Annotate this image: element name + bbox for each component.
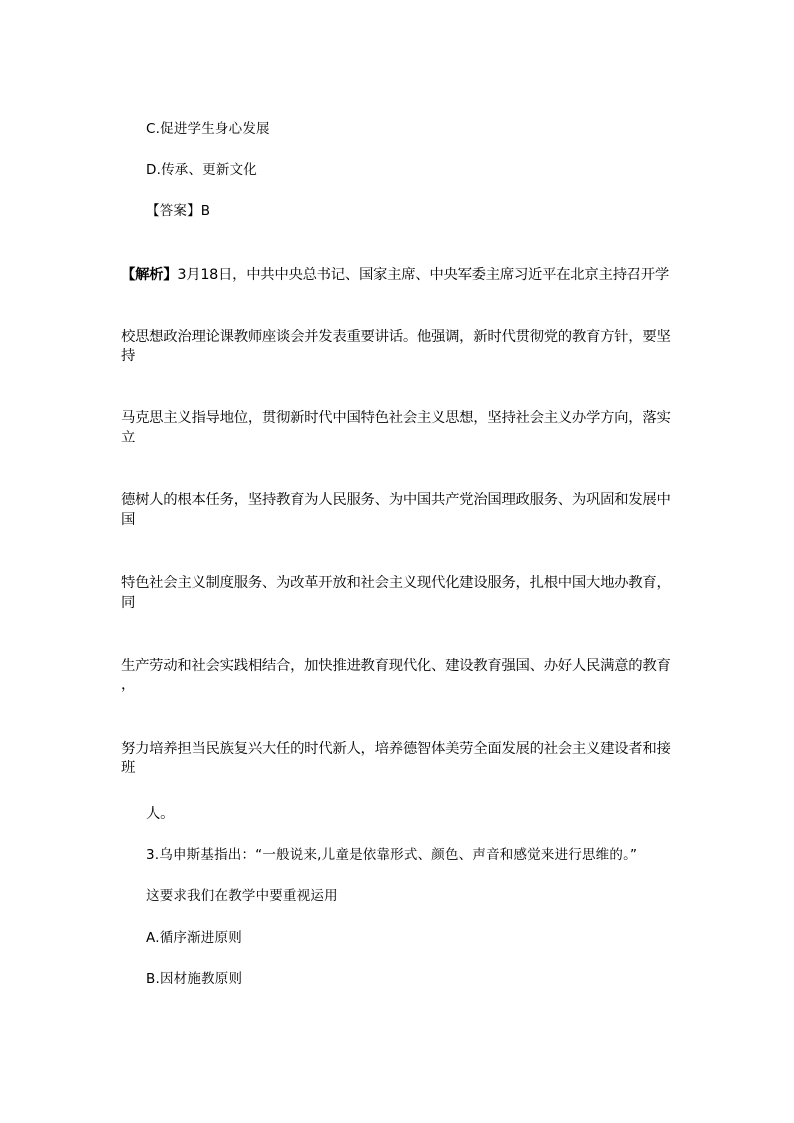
option-d: D.传承、更新文化 [146, 162, 257, 178]
analysis-line-1-text: 3月18日，中共中央总书记、国家主席、中央军委主席习近平在北京主持召开学 [177, 267, 669, 283]
analysis-line-4b: 国 [121, 512, 136, 528]
analysis-line-6b: ， [121, 677, 136, 693]
analysis-line-4a: 德树人的根本任务，坚持教育为人民服务、为中国共产党治国理政服务、为巩固和发展中 [121, 492, 671, 508]
analysis-line-7a: 努力培养担当民族复兴大任的时代新人，培养德智体美劳全面发展的社会主义建设者和接 [121, 741, 671, 757]
analysis-line-2a: 校思想政治理论课教师座谈会并发表重要讲话。他强调，新时代贯彻党的教育方针，要坚 [121, 329, 671, 345]
option-c: C.促进学生身心发展 [146, 121, 270, 137]
question-3-line-2: 这要求我们在教学中要重视运用 [146, 888, 338, 904]
answer-label: 【答案】B [146, 203, 211, 219]
analysis-line-8: 人。 [146, 806, 175, 822]
analysis-line-2b: 持 [121, 348, 136, 364]
analysis-line-1 [121, 267, 669, 283]
question-3-line-1: 3.乌申斯基指出：“一般说来,儿童是依靠形式、颜色、声音和感觉来进行思维的。” [146, 847, 638, 863]
option-a: A.循序渐进原则 [146, 930, 242, 946]
analysis-prefix: 【解析】 [121, 267, 178, 283]
analysis-line-3a: 马克思主义指导地位，贯彻新时代中国特色社会主义思想，坚持社会主义办学方向，落实 [121, 410, 671, 426]
analysis-line-6a: 生产劳动和社会实践相结合，加快推进教育现代化、建设教育强国、办好人民满意的教育 [121, 658, 671, 674]
analysis-line-5a: 特色社会主义制度服务、为改革开放和社会主义现代化建设服务，扎根中国大地办教育， [121, 575, 671, 591]
analysis-line-7b: 班 [121, 760, 136, 776]
option-b: B.因材施教原则 [146, 971, 243, 987]
analysis-line-5b: 同 [121, 595, 136, 611]
analysis-line-3b: 立 [121, 430, 136, 446]
